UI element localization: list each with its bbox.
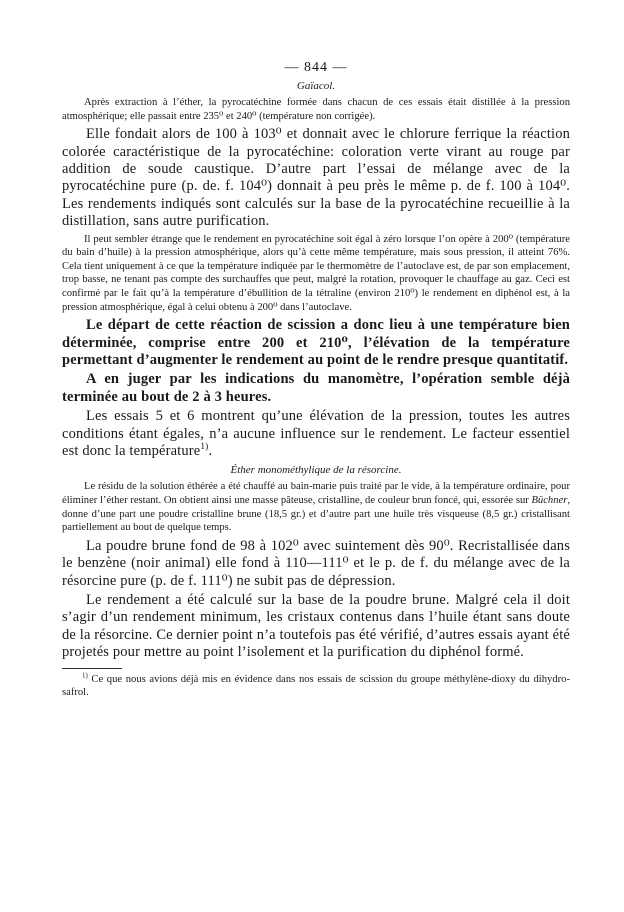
ether-residue-text-b: , donne d’une part une poudre cristalline brune (18,5 gr.) et d’autre part une huile très visqueuse (8,5 gr.) cristallisant partiellement au bout de quelque temps. bbox=[62, 495, 570, 534]
section-title-gaiacol: Gaïacol. bbox=[296, 80, 336, 92]
page-number: — 844 — bbox=[284, 60, 348, 75]
paragraph-scission-temperature: Le départ de cette réaction de scission a donc lieu à une température bien déterminée, comprise entre 200 et 210⁰, l’élévation de la température permettant d’augmenter le rendement au point de le rendre presque quantitatif. bbox=[62, 317, 570, 368]
pressure-tests-end: . bbox=[208, 443, 213, 460]
pressure-tests-text: Les essais 5 et 6 montrent qu’une élévation de la pression, toutes les autres conditions étant égales, n’a aucune influence sur le rendement. Le facteur essentiel est donc la température bbox=[62, 408, 570, 460]
paragraph-melting-point: Elle fondait alors de 100 à 103⁰ et donnait avec le chlorure ferrique la réaction colorée caractéristique de la pyrocatéchine: coloration verte virant au rouge par addition de soude caustique. D’autre part l’essai de mélange avec de la pyrocatéchine pure (p. de. f. 104⁰) donnait à peu près le même p. de f. 100 à 104⁰. Les rendements indiqués sont calculés sur la base de la pyrocatéchine recueillie à la distillation, sans autre purification. bbox=[62, 126, 570, 230]
footnote-text: Ce que nous avions déjà mis en évidence dans nos essais de scission du groupe méthylène-dioxy du dihydro-safrol. bbox=[62, 673, 570, 699]
paragraph-pressure-tests bbox=[62, 408, 570, 460]
buchner-term: Büchner bbox=[531, 495, 568, 507]
ether-residue-text-a: Le résidu de la solution éthérée a été chauffé au bain-marie puis traité par le vide, à la température ordinaire, pour éliminer l’éther restant. On obtient ainsi une masse pâteuse, cristalline, de couleur brun foncé, qui, essorée sur bbox=[62, 481, 570, 507]
paragraph-yield-calculation: Le rendement a été calculé sur la base de la poudre brune. Malgré cela il doit s’agir d’un rendement minimum, les cristaux contenus dans l’huile étant sans doute de la résorcine. Ce dernier point n’a toutefois pas été vérifié, d’autres essais ayant été projetés pour mettre au point l’isolement et la purification du diphénol formé. bbox=[62, 592, 570, 661]
paragraph-yield-note: Il peut sembler étrange que le rendement en pyrocatéchine soit égal à zéro lorsque l’on opère à 200⁰ (température du bain d’huile) à la pression atmosphérique, alors qu’à cette même température, mais sous pression, il atteint 76%. Cela tient uniquement à ce que la température indiquée par le thermomètre de l’autoclave est, de par son emplacement, trop basse, ne tenant pas compte des surchauffes que peut, malgré la rotation, provoquer le chauffage au gaz. Ceci est confirmé par le fait qu’à la température d’ébullition de la tétraline (environ 210⁰) le rendement en diphénol est, à la pression atmosphérique, égal à celui obtenu à 200⁰ dans l’autoclave. bbox=[62, 233, 570, 313]
paragraph-extraction: Après extraction à l’éther, la pyrocatéchine formée dans chacun de ces essais était distillée à la pression atmosphérique; elle passait entre 235⁰ et 240⁰ (température non corrigée). bbox=[62, 97, 570, 122]
paragraph-ether-residue bbox=[62, 480, 570, 534]
footnote-reference: 1) bbox=[200, 442, 209, 453]
footnote-divider bbox=[62, 668, 122, 669]
footnote-marker: 1) bbox=[82, 672, 88, 680]
paragraph-manometer: A en juger par les indications du manomètre, l’opération semble déjà terminée au bout de 2 à 3 heures. bbox=[62, 371, 570, 405]
footnote bbox=[62, 673, 570, 700]
document-page bbox=[62, 60, 570, 700]
paragraph-brown-powder: La poudre brune fond de 98 à 102⁰ avec suintement dès 90⁰. Recristallisée dans le benzène (noir animal) elle fond à 110—111⁰ et le p. de f. du mélange avec de la résorcine pure (p. de f. 111⁰) ne subit pas de dépression. bbox=[62, 537, 570, 589]
section-title-resorcine: Éther monométhylique de la résorcine. bbox=[230, 464, 402, 477]
